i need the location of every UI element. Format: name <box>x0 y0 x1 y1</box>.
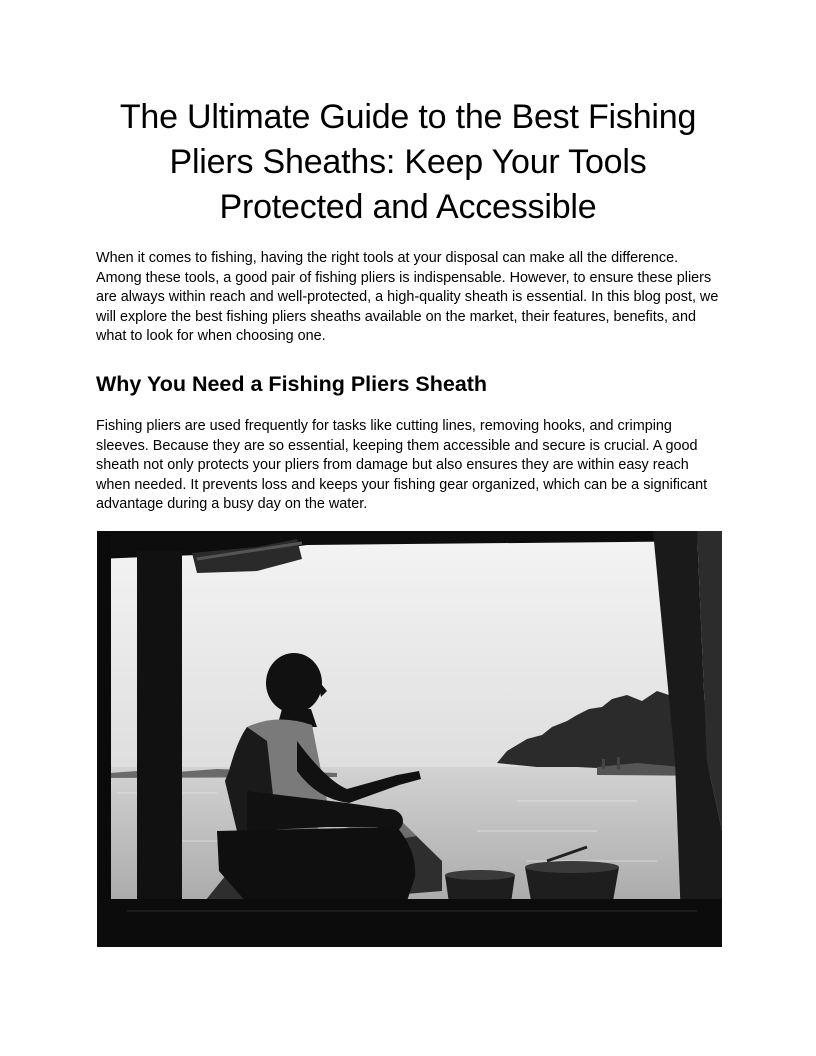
section-paragraph: Fishing pliers are used frequently for tasks like cutting lines, removing hooks, and crimping sleeves. Because they are so essential, keeping them accessible and secure is crucial. A good sheath not only protects your pliers from damage but also ensures they are within easy reach when needed. It prevents loss and keeps your fishing gear organized, which can be a significant advantage during a busy day on the water. <box>96 418 708 513</box>
fisherman-silhouette-image <box>97 531 722 947</box>
page-title: The Ultimate Guide to the Best Fishing Pliers Sheaths: Keep Your Tools Protected and Accessible <box>119 98 697 226</box>
intro-paragraph: When it comes to fishing, having the right tools at your disposal can make all the difference. Among these tools, a good pair of fishing pliers is indispensable. However, to ensure these pliers are always within reach and well-protected, a high-quality sheath is essential. In this blog post, we will explore the best fishing pliers sheaths available on the market, their features, benefits, and what to look for when choosing one. <box>96 250 719 345</box>
section-heading: Why You Need a Fishing Pliers Sheath <box>96 372 488 396</box>
fisherman-photo <box>97 531 722 947</box>
